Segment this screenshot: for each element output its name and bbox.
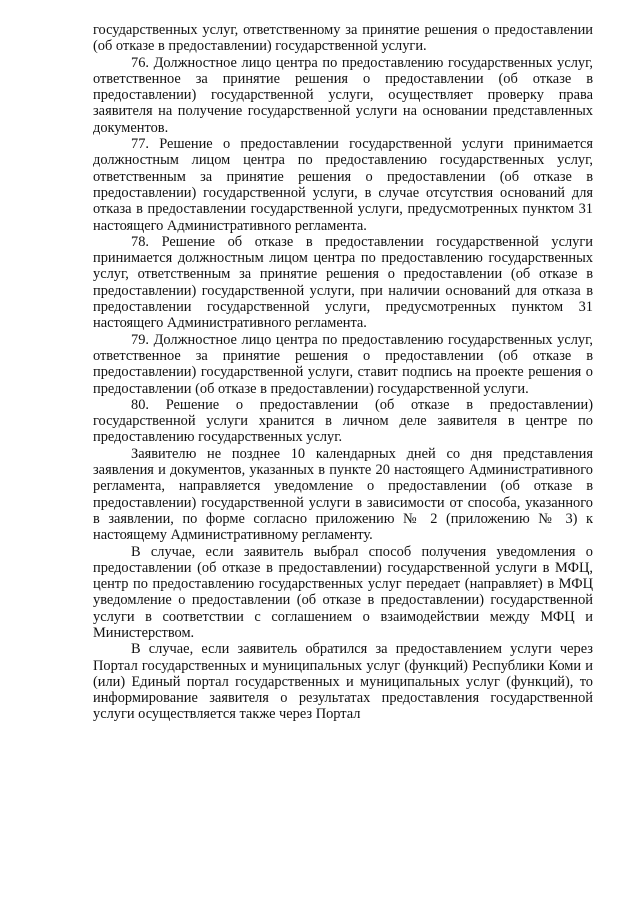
paragraph-78: 78. Решение об отказе в предоставлении государственной услуги принимается должностным лицом центра по предоставлению государственных услуг, ответственным за принятие решения о предоставлении (об отказе в предоставлении) государственной услуги, при наличии оснований для отказа в предоставлении государственной услуги, предусмотренных пунктом 31 настоящего Административного регламента.: [93, 233, 593, 332]
paragraph-79: 79. Должностное лицо центра по предоставлению государственных услуг, ответственное за принятие решения о предоставлении (об отказе в предоставлении) государственной услуги, ставит подпись на проекте решения о предоставлении (об отказе в предоставлении) государственной услуги.: [93, 331, 593, 397]
paragraph-portal: В случае, если заявитель обратился за предоставлением услуги через Портал государственных и муниципальных услуг (функций) Республики Коми и (или) Единый портал государственных и муниципальных услуг (функций), то информирование заявителя о результатах предоставления государственной услуги осуществляется также через Портал: [93, 641, 593, 723]
paragraph-mfc: В случае, если заявитель выбрал способ получения уведомления о предоставлении (об отказе в предоставлении) государственной услуги в МФЦ, центр по предоставлению государственных услуг передает (направляет) в МФЦ уведомление о предоставлении (об отказе в предоставлении) государственной услуги в соответствии с соглашением о взаимодействии между МФЦ и Министерством.: [93, 543, 593, 641]
paragraph-80: 80. Решение о предоставлении (об отказе в предоставлении) государственной услуги хранится в личном деле заявителя в центре по предоставлению государственных услуг.: [93, 396, 593, 446]
document-page: [93, 22, 593, 723]
paragraph-notice: Заявителю не позднее 10 календарных дней со дня представления заявления и документов, указанных в пункте 20 настоящего Административного регламента, направляется уведомление о предоставлении (об отказе в предоставлении) государственной услуги в зависимости от способа, указанного в заявлении, по форме согласно приложению № 2 (приложению № 3) к настоящему Административному регламенту.: [93, 445, 593, 544]
paragraph-77: 77. Решение о предоставлении государственной услуги принимается должностным лицом центра по предоставлению государственных услуг, ответственным за принятие решения о предоставлении (об отказе в предоставлении) государственной услуги, в случае отсутствия оснований для отказа в предоставлении государственной услуги, предусмотренных пунктом 31 настоящего Административного регламента.: [93, 136, 593, 234]
paragraph-continuation: государственных услуг, ответственному за принятие решения о предоставлении (об отказе в предоставлении) государственной услуги.: [93, 22, 593, 55]
paragraph-76: 76. Должностное лицо центра по предоставлению государственных услуг, ответственное за принятие решения о предоставлении (об отказе в предоставлении) государственной услуги, осуществляет проверку права заявителя на получение государственной услуги на основании представленных документов.: [93, 54, 593, 136]
